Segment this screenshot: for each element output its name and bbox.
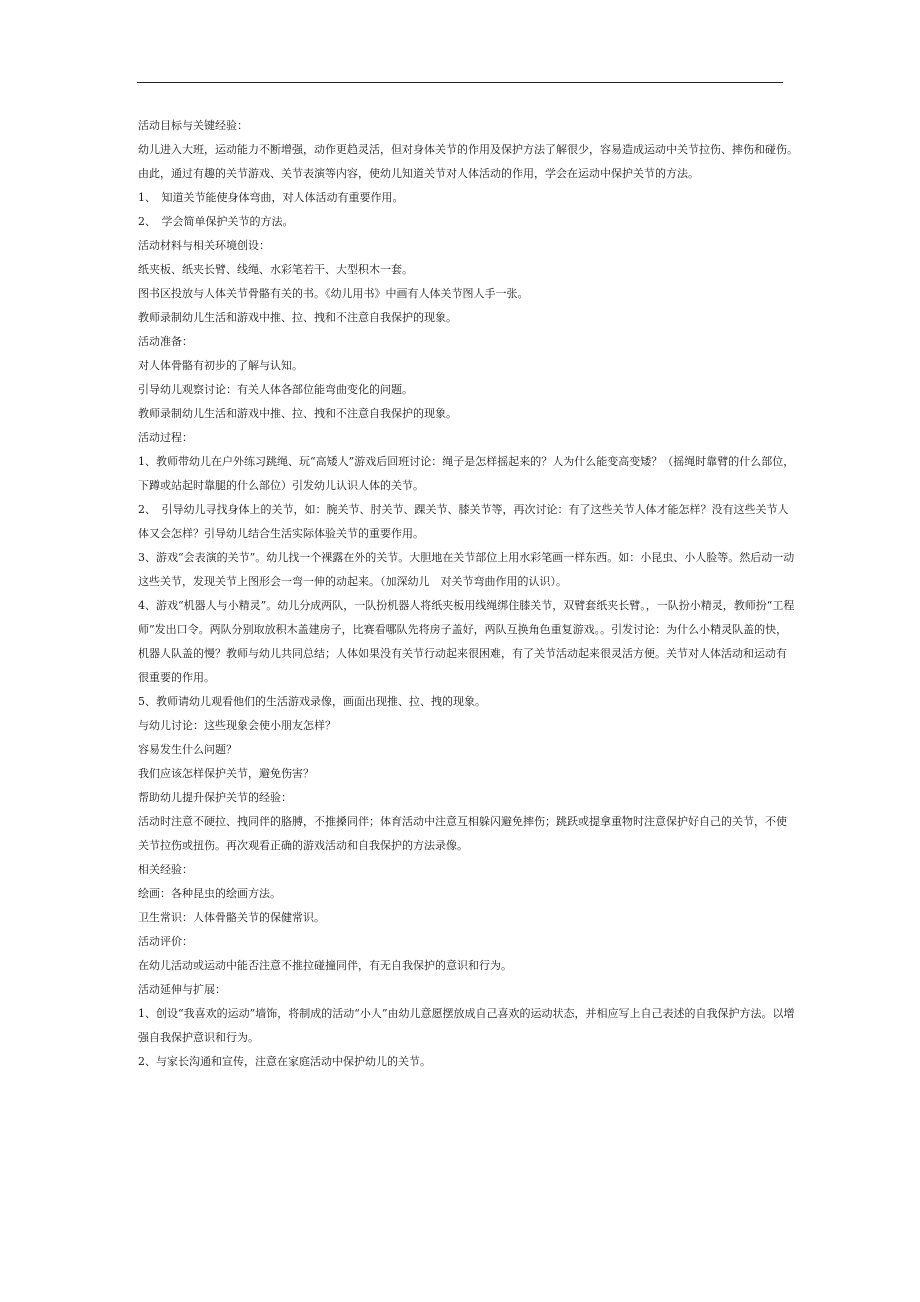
process-step-2: 2、 引导幼儿寻找身体上的关节，如：腕关节、肘关节、踝关节、膝关节等，再次讨论：有了这些关节人体才能怎样？没有这些关节人 [138,503,789,516]
paragraph-line: 师”发出口令。两队分别取放积木盖建房子，比赛看哪队先将房子盖好，两队互换角色重复游戏。。引发讨论：为什么小精灵队盖的快， [138,623,788,636]
paragraph-line: 教师录制幼儿生活和游戏中推、拉、拽和不注意自我保护的现象。 [138,407,457,420]
paragraph-line: 容易发生什么问题？ [138,743,237,756]
paragraph-line: 很重要的作用。 [138,671,215,684]
paragraph-line: 体又会怎样？引导幼儿结合生活实际体验关节的重要作用。 [138,527,424,540]
section-heading-goals: 活动目标与关键经验： [138,119,248,132]
section-heading-process: 活动过程： [138,431,193,444]
paragraph-line: 纸夹板、纸夹长臂、线绳、水彩笔若干、大型积木一套。 [138,263,413,276]
process-step-4: 4、游戏“机器人与小精灵”。幼儿分成两队，一队扮机器人将纸夹板用线绳绑住膝关节，双臂套纸夹长臂。，一队扮小精灵，教师扮“工程 [138,599,795,612]
paragraph-line: 在幼儿活动或运动中能否注意不推拉碰撞同伴，有无自我保护的意识和行为。 [138,959,512,972]
section-heading-evaluation: 活动评价： [138,935,193,948]
paragraph-line: 我们应该怎样保护关节，避免伤害？ [138,767,314,780]
header-rule [137,82,783,83]
process-step-5: 5、教师请幼儿观看他们的生活游戏录像，画面出现推、拉、拽的现象。 [138,695,486,708]
paragraph-line: 由此，通过有趣的关节游戏、关节表演等内容，使幼儿知道关节对人体活动的作用，学会在运动中保护关节的方法。 [138,167,699,180]
goal-item-1: 1、 知道关节能使身体弯曲，对人体活动有重要作用。 [138,191,404,204]
paragraph-line: 这些关节，发现关节上图形会一弯一伸的动起来。（加深幼儿 对关节弯曲作用的认识）。 [138,575,567,588]
section-heading-related: 相关经验： [138,863,193,876]
paragraph-line: 引导幼儿观察讨论：有关人体各部位能弯曲变化的问题。 [138,383,413,396]
paragraph-line: 机器人队盖的慢？教师与幼儿共同总结；人体如果没有关节行动起来很困难，有了关节活动起来很灵活方便。关节对人体活动和运动有 [138,647,787,660]
process-step-1: 1、教师带幼儿在户外练习跳绳、玩“高矮人”游戏后回班讨论：绳子是怎样摇起来的？人为什么能变高变矮？（摇绳时靠臂的什么部位， [138,455,795,468]
paragraph-line: 帮助幼儿提升保护关节的经验： [138,791,292,804]
process-step-3: 3、游戏“会表演的关节”。幼儿找一个裸露在外的关节。大胆地在关节部位上用水彩笔画一样东西。如：小昆虫、小人脸等。然后动一动 [138,551,795,564]
paragraph-line: 强自我保护意识和行为。 [138,1031,259,1044]
extension-item-1: 1、创设“我喜欢的运动”墙饰，将制成的活动“小人”由幼儿意愿摆放成自己喜欢的运动状态，并相应写上自己表述的自我保护方法。以增 [138,1007,795,1020]
document-body [138,114,798,1074]
goal-item-2: 2、 学会简单保护关节的方法。 [138,215,294,228]
paragraph-line: 卫生常识：人体骨骼关节的保健常识。 [138,911,325,924]
paragraph-line: 绘画：各种昆虫的绘画方法。 [138,887,281,900]
paragraph-line: 活动时注意不硬拉、拽同伴的胳膊，不推搡同伴；体育活动中注意互相躲闪避免摔伤；跳跃或提拿重物时注意保护好自己的关节，不使 [138,815,787,828]
paragraph-line: 对人体骨骼有初步的了解与认知。 [138,359,303,372]
paragraph-line: 图书区投放与人体关节骨骼有关的书。《幼儿用书》中画有人体关节图人手一张。 [138,287,529,300]
section-heading-materials: 活动材料与相关环境创设： [138,239,270,252]
extension-item-2: 2、与家长沟通和宣传，注意在家庭活动中保护幼儿的关节。 [138,1055,431,1068]
paragraph-line: 幼儿进入大班，运动能力不断增强，动作更趋灵活，但对身体关节的作用及保护方法了解很少，容易造成运动中关节拉伤、摔伤和碰伤。 [138,143,798,156]
paragraph-line: 教师录制幼儿生活和游戏中推、拉、拽和不注意自我保护的现象。 [138,311,457,324]
section-heading-extension: 活动延伸与扩展： [138,983,226,996]
paragraph-line: 关节拉伤或扭伤。再次观看正确的游戏活动和自我保护的方法录像。 [138,839,468,852]
paragraph-line: 与幼儿讨论：这些现象会使小朋友怎样？ [138,719,336,732]
paragraph-line: 下蹲或站起时靠腿的什么部位）引发幼儿认识人体的关节。 [138,479,424,492]
section-heading-preparation: 活动准备： [138,335,193,348]
